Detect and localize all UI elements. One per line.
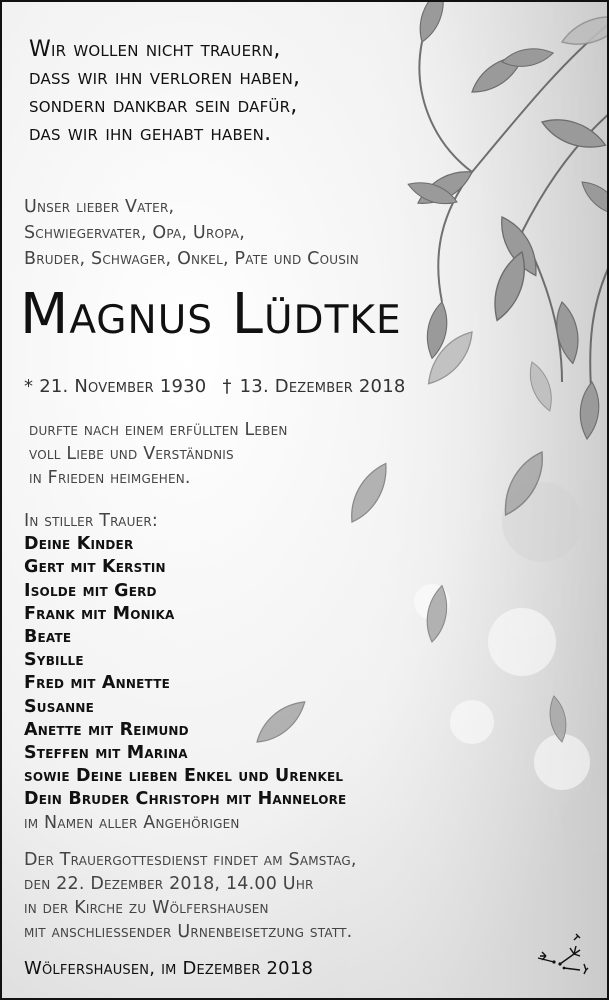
service-line: in der Kirche zu Wölfershausen bbox=[24, 898, 269, 918]
passage-line: voll Liebe und Verständnis bbox=[29, 444, 234, 464]
memorial-quote bbox=[29, 36, 409, 148]
quote-line: sondern dankbar sein dafür, bbox=[29, 93, 298, 118]
mourner-name: Frank mit Monika bbox=[24, 603, 175, 624]
mourner-name: Dein Bruder Christoph mit Hannelore bbox=[24, 789, 347, 810]
mourners-intro: In stiller Trauer: bbox=[24, 511, 158, 531]
deceased-name: Magnus Lüdtke bbox=[20, 282, 402, 347]
birth-symbol: * bbox=[24, 376, 34, 397]
dandelion-seeds-icon bbox=[534, 932, 592, 976]
mourner-name: sowie Deine lieben Enkel und Urenkel bbox=[24, 766, 344, 787]
mourner-name: Deine Kinder bbox=[24, 534, 134, 555]
family-relation bbox=[24, 194, 444, 272]
mourner-name: Susanne bbox=[24, 696, 94, 717]
place-and-date: Wölfershausen, im Dezember 2018 bbox=[24, 958, 314, 979]
funeral-service-info bbox=[24, 848, 464, 944]
birth-date: 21. November 1930 bbox=[39, 376, 207, 397]
relation-line: Schwiegervater, Opa, Uropa, bbox=[24, 223, 245, 243]
relation-line: Unser lieber Vater, bbox=[24, 197, 175, 217]
relation-line: Bruder, Schwager, Onkel, Pate und Cousin bbox=[24, 249, 359, 269]
quote-line: dass wir ihn verloren haben, bbox=[29, 65, 301, 90]
quote-line: Wir wollen nicht trauern, bbox=[29, 37, 281, 62]
mourner-name: Sybille bbox=[24, 650, 84, 671]
mourner-name: Anette mit Reimund bbox=[24, 719, 189, 740]
mourner-name: Isolde mit Gerd bbox=[24, 580, 157, 601]
mourner-name: Steffen mit Marina bbox=[24, 743, 188, 764]
mourners-closing: im Namen aller Angehörigen bbox=[24, 812, 240, 833]
mourner-name: Beate bbox=[24, 627, 72, 648]
service-line: mit anschliessender Urnenbeisetzung statt. bbox=[24, 922, 353, 942]
quote-line: das wir ihn gehabt haben. bbox=[29, 121, 272, 146]
passing-text bbox=[29, 418, 389, 490]
service-line: den 22. Dezember 2018, 14.00 Uhr bbox=[24, 874, 314, 894]
passage-line: durfte nach einem erfüllten Leben bbox=[29, 420, 288, 440]
death-date: 13. Dezember 2018 bbox=[239, 376, 406, 397]
life-dates bbox=[24, 374, 464, 400]
passage-line: in Frieden heimgehen. bbox=[29, 468, 191, 488]
mourner-name: Fred mit Annette bbox=[24, 673, 171, 694]
service-line: Der Trauergottesdienst findet am Samstag, bbox=[24, 850, 357, 870]
cross-icon: † bbox=[222, 376, 232, 397]
mourner-name: Gert mit Kerstin bbox=[24, 557, 166, 578]
mourners-list bbox=[24, 510, 444, 835]
